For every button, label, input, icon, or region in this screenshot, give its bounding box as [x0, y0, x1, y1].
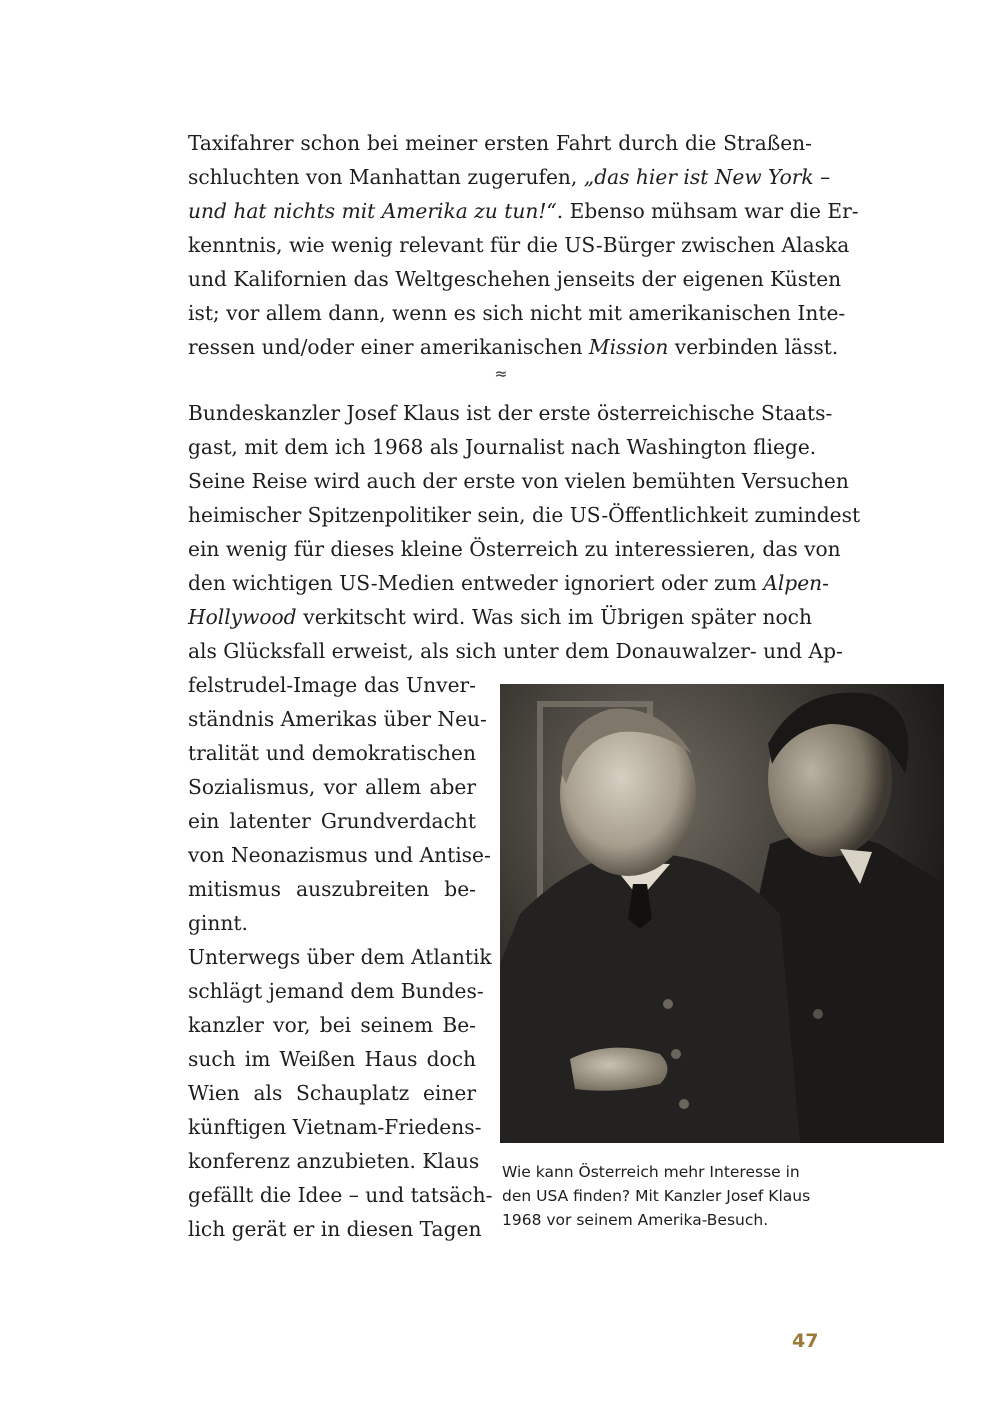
text-line: ein wenig für dieses kleine Österreich zu interessieren, das von [188, 537, 841, 561]
text-line: künftigen Vietnam-Friedens- [188, 1115, 482, 1139]
section-separator: ≈ [494, 364, 508, 383]
text-line: gefällt die Idee – und tatsäch- [188, 1183, 493, 1207]
alpen-italic: Alpen- [763, 571, 829, 595]
text-line: Sozialismus, vor allem aber [188, 775, 476, 799]
jacket-button [813, 1009, 823, 1019]
text-line: Seine Reise wird auch der erste von vielen bemühten Versuchen [188, 469, 849, 493]
mission-italic: Mission [588, 335, 669, 359]
text-line: Taxifahrer schon bei meiner ersten Fahrt durch die Straßen- [188, 131, 812, 155]
jacket-button [679, 1099, 689, 1109]
paragraph-klaus-visit [188, 396, 861, 668]
text-line: schluchten von Manhattan zugerufen, „das hier ist New York – [188, 165, 831, 189]
photo-caption [502, 1160, 832, 1232]
paragraph-intro [188, 126, 859, 364]
text-line: felstrudel-Image das Unver- [188, 673, 476, 697]
quote-italic: und hat nichts mit Amerika zu tun!“ [188, 199, 557, 223]
text-line: konferenz anzubieten. Klaus [188, 1149, 480, 1173]
text-line: kanzler vor, bei seinem Be- [188, 1013, 476, 1037]
text-line: von Neonazismus und Antise- [188, 843, 491, 867]
page-number: 47 [792, 1330, 819, 1352]
text-line: lich gerät er in diesen Tagen [188, 1217, 482, 1241]
text-line: kenntnis, wie wenig relevant für die US-Bürger zwischen Alaska [188, 233, 850, 257]
text-line: gast, mit dem ich 1968 als Journalist nach Washington fliege. [188, 435, 817, 459]
quote-italic: „das hier ist New York – [583, 165, 831, 189]
text-line: ist; vor allem dann, wenn es sich nicht mit amerikanischen Inte- [188, 301, 846, 325]
text-line: mitismus auszubreiten be- [188, 877, 476, 901]
hollywood-italic: Hollywood [188, 605, 297, 629]
text-line: und hat nichts mit Amerika zu tun!“. Ebenso mühsam war die Er- [188, 199, 859, 223]
text-line: Unterwegs über dem Atlantik [188, 945, 492, 969]
text-line: schlägt jemand dem Bundes- [188, 979, 484, 1003]
caption-line: den USA finden? Mit Kanzler Josef Klaus [502, 1187, 811, 1205]
text-line: Wien als Schauplatz einer [188, 1081, 476, 1105]
left-man-jacket [500, 853, 800, 1143]
text-line: ein latenter Grundverdacht [188, 809, 476, 833]
caption-line: Wie kann Österreich mehr Interesse in [502, 1163, 800, 1181]
photo-illustration [500, 684, 944, 1143]
jacket-button [663, 999, 673, 1009]
text-line: Hollywood verkitscht wird. Was sich im Übrigen später noch [188, 605, 812, 629]
caption-line: 1968 vor seinem Amerika-Besuch. [502, 1211, 769, 1229]
text-line: ressen und/oder einer amerikanischen Mission verbinden lässt. [188, 335, 839, 359]
text-line: tralität und demokratischen [188, 741, 476, 765]
narrow-text-column [188, 668, 493, 1246]
text-line: ständnis Amerikas über Neu- [188, 707, 487, 731]
text-line: und Kalifornien das Weltgeschehen jenseits der eigenen Küsten [188, 267, 842, 291]
jacket-button [671, 1049, 681, 1059]
text-line: heimischer Spitzenpolitiker sein, die US-Öffentlichkeit zumindest [188, 503, 861, 527]
text-line: als Glücksfall erweist, als sich unter dem Donauwalzer- und Ap- [188, 639, 843, 663]
historic-photo [500, 684, 944, 1143]
text-line: Bundeskanzler Josef Klaus ist der erste österreichische Staats- [188, 401, 833, 425]
text-line: den wichtigen US-Medien entweder ignoriert oder zum Alpen- [188, 571, 829, 595]
hands [570, 1048, 668, 1091]
text-line: ginnt. [188, 911, 248, 935]
text-line: such im Weißen Haus doch [188, 1047, 476, 1071]
